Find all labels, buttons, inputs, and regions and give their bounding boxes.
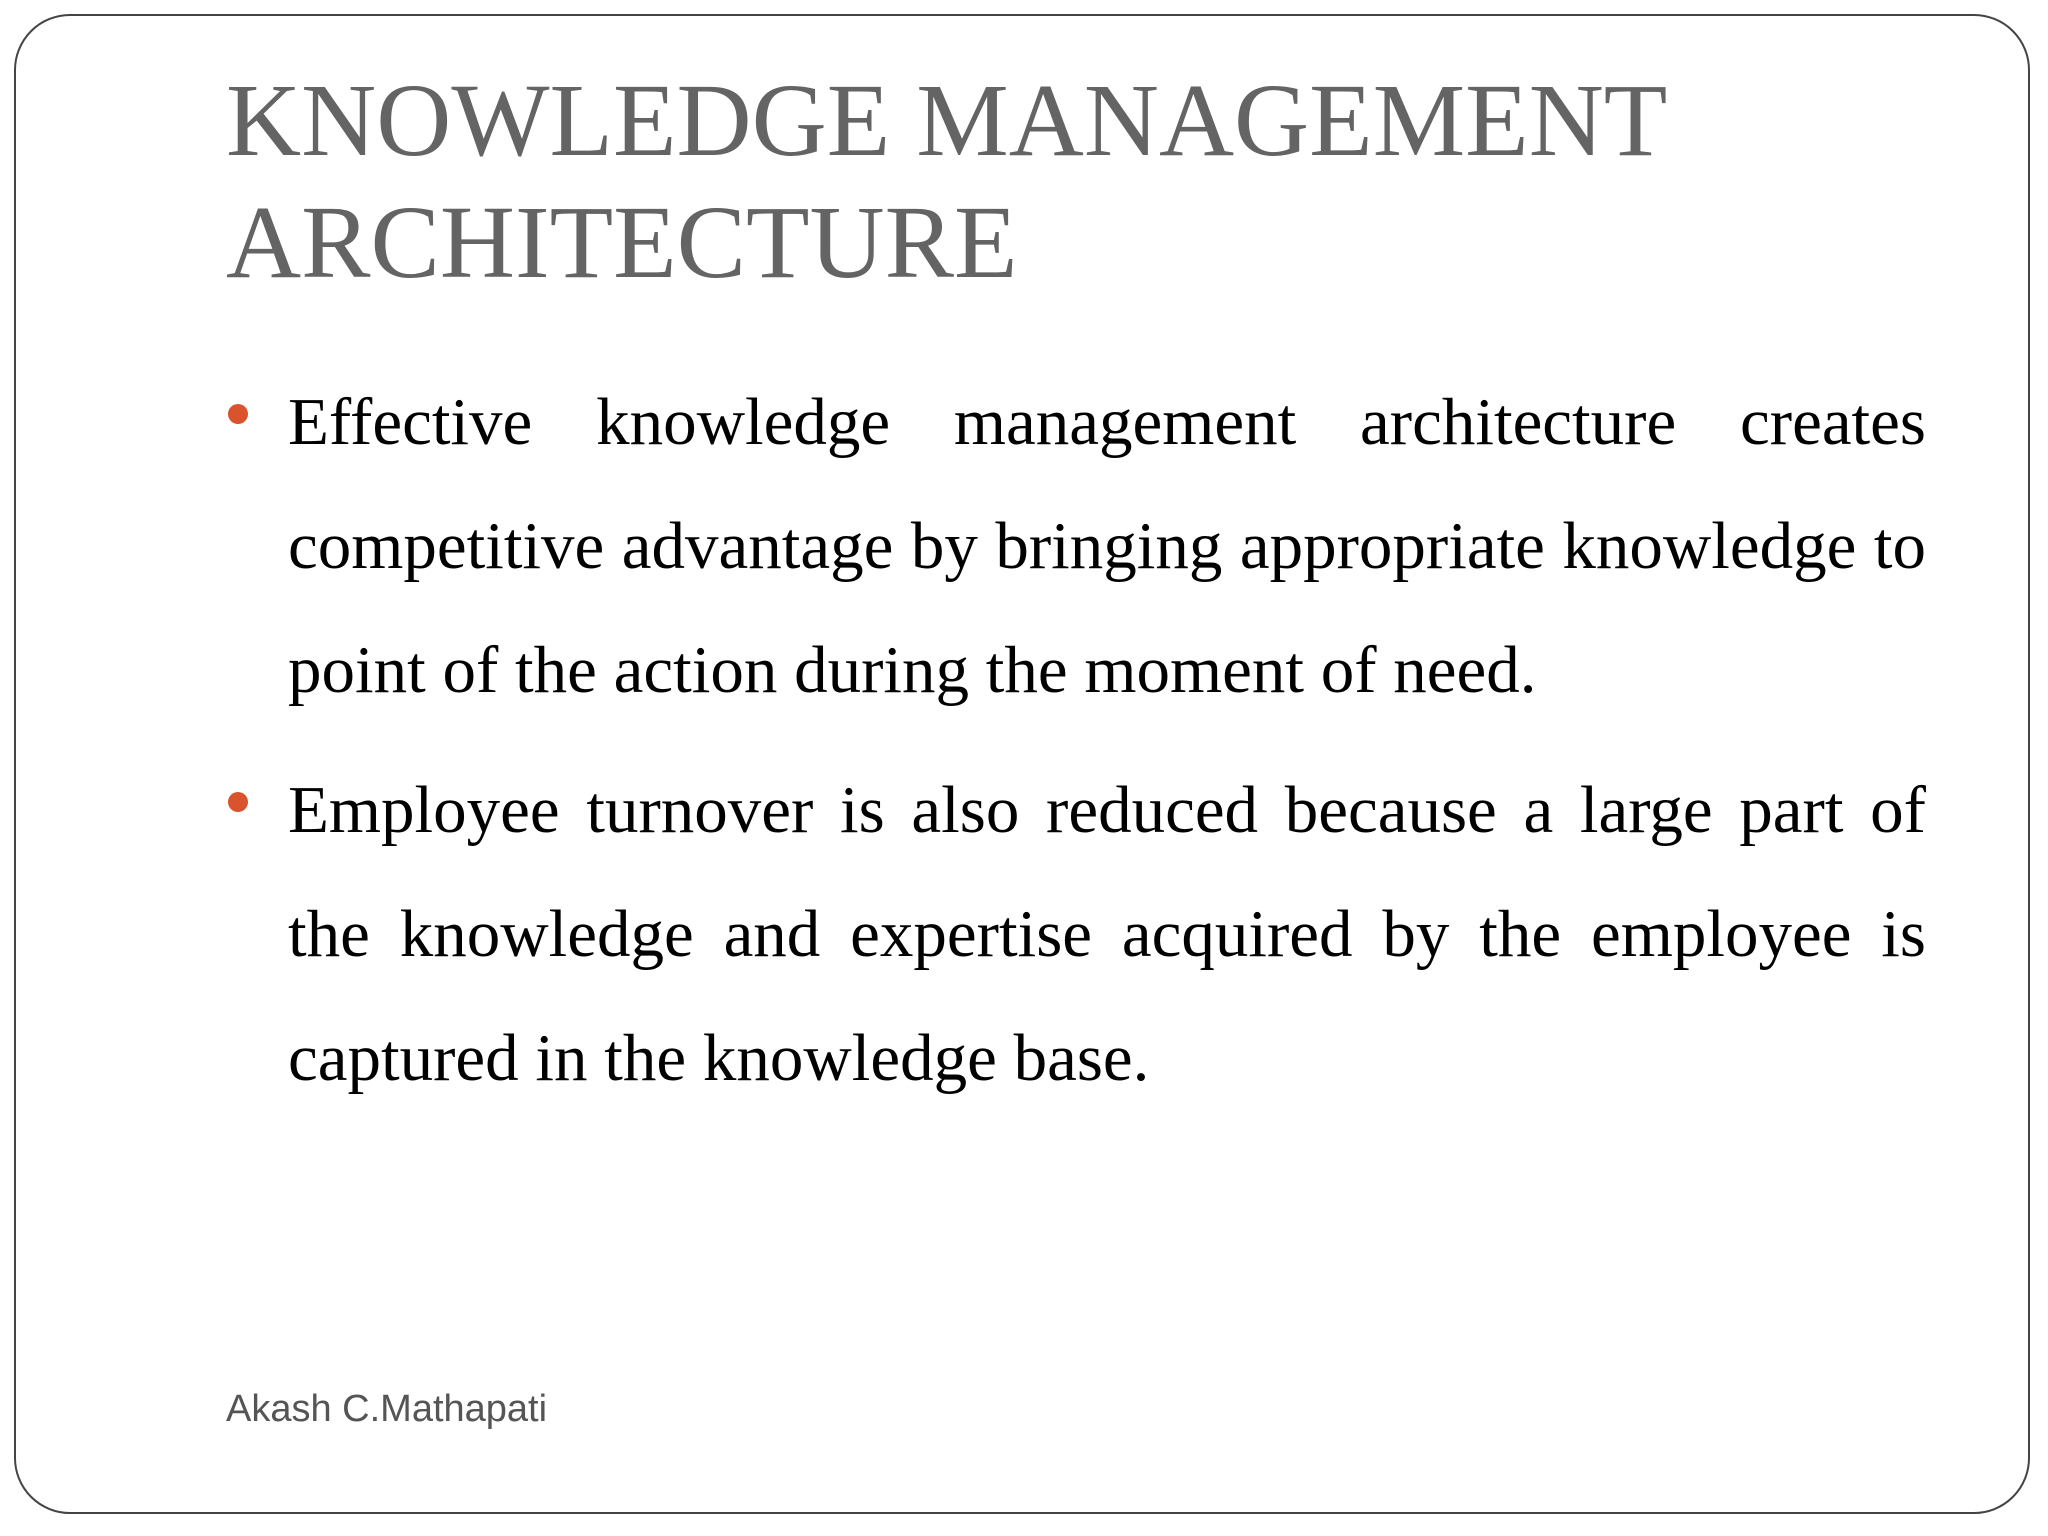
bullet-item bbox=[226, 748, 1926, 1120]
footer-author: Akash C.Mathapati bbox=[226, 1388, 548, 1430]
bullet-item bbox=[226, 360, 1926, 732]
bullet-text: Effective knowledge management architecture creates competitive advantage by bringing appropriate knowledge to point of the action during the moment of need. bbox=[288, 385, 1926, 707]
slide-title-line-2: ARCHITECTURE bbox=[226, 185, 1018, 300]
bullet-dot-icon bbox=[228, 792, 248, 812]
slide-title-line-1: KNOWLEDGE MANAGEMENT bbox=[226, 63, 1668, 178]
bullet-text: Employee turnover is also reduced because a large part of the knowledge and expertise acquired by the employee is captured in the knowledge base. bbox=[288, 773, 1926, 1095]
bullet-list bbox=[226, 360, 1926, 1136]
slide-title bbox=[226, 60, 1926, 304]
bullet-dot-icon bbox=[228, 404, 248, 424]
